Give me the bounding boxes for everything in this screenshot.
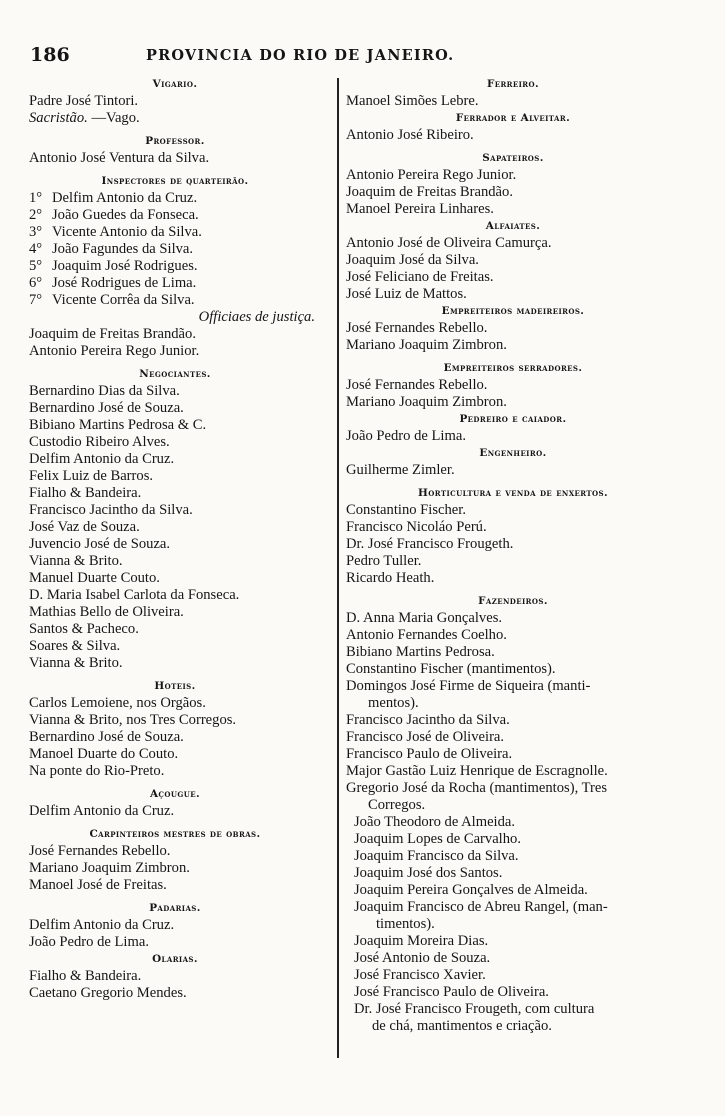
- column-divider: [337, 78, 339, 1058]
- list-item: José Antonio de Souza.: [354, 950, 491, 966]
- section-heading-professor: Professor.: [145, 135, 205, 147]
- section-heading-pedreiro: Pedreiro e caiador.: [459, 413, 567, 425]
- list-item: Ricardo Heath.: [346, 570, 435, 586]
- list-item: Joaquim José da Silva.: [346, 252, 479, 268]
- inspector-name: Vicente Corrêa da Silva.: [52, 292, 195, 308]
- list-item: Joaquim Lopes de Carvalho.: [354, 831, 521, 847]
- section-heading-ferreiro: Ferreiro.: [486, 78, 540, 90]
- list-item: Bernardino José de Souza.: [29, 400, 184, 416]
- list-item: Guilherme Zimler.: [346, 462, 455, 478]
- list-item: [27, 207, 323, 224]
- section-heading-sapateiros: Sapateiros.: [482, 152, 544, 164]
- list-item: Antonio José de Oliveira Camurça.: [346, 235, 552, 251]
- sacristao-label: Sacristão.: [29, 110, 88, 126]
- ordinal: 7°: [29, 292, 43, 308]
- section-heading-vigario: Vigario.: [152, 78, 198, 90]
- list-item: José Fernandes Rebello.: [346, 377, 488, 393]
- list-item-continuation: timentos).: [376, 916, 435, 932]
- running-title: PROVINCIA DO RIO DE JANEIRO.: [146, 47, 455, 64]
- list-item: Vianna & Brito.: [29, 553, 123, 569]
- page-number: 186: [30, 44, 70, 66]
- list-item: José Fernandes Rebello.: [346, 320, 488, 336]
- ordinal: 1°: [29, 190, 43, 206]
- list-item: João Pedro de Lima.: [29, 934, 149, 950]
- inspector-name: José Rodrigues de Lima.: [52, 275, 197, 291]
- list-item: Antonio Fernandes Coelho.: [346, 627, 507, 643]
- list-item: D. Maria Isabel Carlota da Fonseca.: [29, 587, 240, 603]
- list-item: Major Gastão Luiz Henrique de Escragnolle.: [346, 763, 608, 779]
- section-heading-ferrador: Ferrador e Alveitar.: [455, 112, 571, 124]
- list-item: Felix Luiz de Barros.: [29, 468, 154, 484]
- ordinal: 3°: [29, 224, 43, 240]
- list-item: D. Anna Maria Gonçalves.: [346, 610, 503, 626]
- subheading-officiaes: Officiaes de justiça.: [198, 309, 315, 325]
- list-item: João Theodoro de Almeida.: [354, 814, 516, 830]
- list-item: José Vaz de Souza.: [29, 519, 140, 535]
- list-item: Joaquim de Freitas Brandão.: [29, 326, 196, 342]
- page-header: [30, 44, 550, 72]
- ordinal: 4°: [29, 241, 43, 257]
- list-item: Manuel Duarte Couto.: [29, 570, 160, 586]
- list-item: Vianna & Brito.: [29, 655, 123, 671]
- inspector-name: Delfim Antonio da Cruz.: [52, 190, 198, 206]
- section-heading-negociantes: Negociantes.: [139, 368, 211, 380]
- list-item: Antonio José Ventura da Silva.: [29, 150, 210, 166]
- section-heading-empreiteiros-madeireiros: Empreiteiros madeireiros.: [441, 305, 585, 317]
- list-item: Constantino Fischer (mantimentos).: [346, 661, 556, 677]
- list-item: [27, 224, 323, 241]
- section-heading-acougue: Açougue.: [149, 788, 201, 800]
- list-item: José Luiz de Mattos.: [346, 286, 467, 302]
- list-item: Joaquim Pereira Gonçalves de Almeida.: [354, 882, 588, 898]
- list-item: Santos & Pacheco.: [29, 621, 139, 637]
- list-item: Francisco José de Oliveira.: [346, 729, 505, 745]
- list-item: Constantino Fischer.: [346, 502, 466, 518]
- section-heading-empreiteiros-serradores: Empreiteiros serradores.: [443, 362, 583, 374]
- list-item: Bibiano Martins Pedrosa.: [346, 644, 495, 660]
- list-item: Dr. José Francisco Frougeth, com cultura: [354, 1001, 595, 1017]
- list-item: José Francisco Xavier.: [354, 967, 486, 983]
- list-item: Mariano Joaquim Zimbron.: [29, 860, 190, 876]
- list-item: Manoel José de Freitas.: [29, 877, 167, 893]
- list-item: Dr. José Francisco Frougeth.: [346, 536, 514, 552]
- list-item: Francisco Jacintho da Silva.: [346, 712, 510, 728]
- list-item: Bibiano Martins Pedrosa & C.: [29, 417, 207, 433]
- list-item: Fialho & Bandeira.: [29, 485, 142, 501]
- sacristao-row: [27, 110, 323, 127]
- list-item: Francisco Paulo de Oliveira.: [346, 746, 513, 762]
- section-heading-carpinteiros: Carpinteiros mestres de obras.: [89, 828, 261, 840]
- list-item: Gregorio José da Rocha (mantimentos), Tres: [346, 780, 608, 796]
- list-item: Pedro Tuller.: [346, 553, 422, 569]
- list-item: Antonio Pereira Rego Junior.: [346, 167, 517, 183]
- section-heading-padarias: Padarias.: [149, 902, 201, 914]
- list-item-continuation: Corregos.: [368, 797, 426, 813]
- list-item: Na ponte do Rio-Preto.: [29, 763, 165, 779]
- list-item: Manoel Simões Lebre.: [346, 93, 479, 109]
- list-item: Delfim Antonio da Cruz.: [29, 803, 175, 819]
- list-item: Francisco Jacintho da Silva.: [29, 502, 193, 518]
- section-heading-fazendeiros: Fazendeiros.: [478, 595, 548, 607]
- list-item: [27, 258, 323, 275]
- inspector-name: João Guedes da Fonseca.: [52, 207, 199, 223]
- list-item: José Francisco Paulo de Oliveira.: [354, 984, 549, 1000]
- list-item: Joaquim Moreira Dias.: [354, 933, 489, 949]
- section-heading-hoteis: Hoteis.: [154, 680, 196, 692]
- section-heading-inspectores: Inspectores de quarteirão.: [101, 175, 249, 187]
- list-item: [27, 292, 323, 309]
- section-heading-engenheiro: Engenheiro.: [479, 447, 547, 459]
- list-item: Delfim Antonio da Cruz.: [29, 917, 175, 933]
- ordinal: 6°: [29, 275, 43, 291]
- inspector-name: Vicente Antonio da Silva.: [52, 224, 202, 240]
- list-item: Manoel Duarte do Couto.: [29, 746, 179, 762]
- list-item: [27, 241, 323, 258]
- section-heading-alfaiates: Alfaiates.: [485, 220, 541, 232]
- inspector-name: Joaquim José Rodrigues.: [52, 258, 198, 274]
- list-item: Mariano Joaquim Zimbron.: [346, 337, 507, 353]
- list-item: Padre José Tintori.: [29, 93, 139, 109]
- list-item: Antonio Pereira Rego Junior.: [29, 343, 200, 359]
- list-item: Bernardino Dias da Silva.: [29, 383, 180, 399]
- list-item: José Feliciano de Freitas.: [346, 269, 494, 285]
- left-column: [27, 76, 323, 1002]
- list-item: Carlos Lemoiene, nos Orgãos.: [29, 695, 206, 711]
- ordinal: 2°: [29, 207, 43, 223]
- list-item: Mariano Joaquim Zimbron.: [346, 394, 507, 410]
- list-item: Juvencio José de Souza.: [29, 536, 171, 552]
- list-item: Custodio Ribeiro Alves.: [29, 434, 170, 450]
- right-column: [346, 76, 680, 1035]
- list-item: Soares & Silva.: [29, 638, 121, 654]
- list-item: Joaquim de Freitas Brandão.: [346, 184, 513, 200]
- list-item: João Pedro de Lima.: [346, 428, 466, 444]
- list-item: Domingos José Firme de Siqueira (manti-: [346, 678, 591, 694]
- inspector-name: João Fagundes da Silva.: [52, 241, 194, 257]
- section-heading-horticultura: Horticultura e venda de enxertos.: [418, 487, 608, 499]
- list-item: Mathias Bello de Oliveira.: [29, 604, 184, 620]
- sacristao-value: —Vago.: [91, 110, 140, 126]
- list-item: Caetano Gregorio Mendes.: [29, 985, 187, 1001]
- list-item: Fialho & Bandeira.: [29, 968, 142, 984]
- list-item: Vianna & Brito, nos Tres Corregos.: [29, 712, 237, 728]
- list-item: Delfim Antonio da Cruz.: [29, 451, 175, 467]
- list-item: José Fernandes Rebello.: [29, 843, 171, 859]
- list-item: Bernardino José de Souza.: [29, 729, 184, 745]
- list-item: Joaquim Francisco da Silva.: [354, 848, 519, 864]
- list-item: [27, 275, 323, 292]
- list-item: Joaquim Francisco de Abreu Rangel, (man-: [354, 899, 608, 915]
- list-item: Joaquim José dos Santos.: [354, 865, 503, 881]
- list-item: Manoel Pereira Linhares.: [346, 201, 494, 217]
- section-heading-olarias: Olarias.: [152, 953, 198, 965]
- list-item: Francisco Nicoláo Perú.: [346, 519, 487, 535]
- list-item: [27, 190, 323, 207]
- list-item: Antonio José Ribeiro.: [346, 127, 474, 143]
- list-item-continuation: de chá, mantimentos e criação.: [372, 1018, 552, 1034]
- ordinal: 5°: [29, 258, 43, 274]
- list-item-continuation: mentos).: [368, 695, 419, 711]
